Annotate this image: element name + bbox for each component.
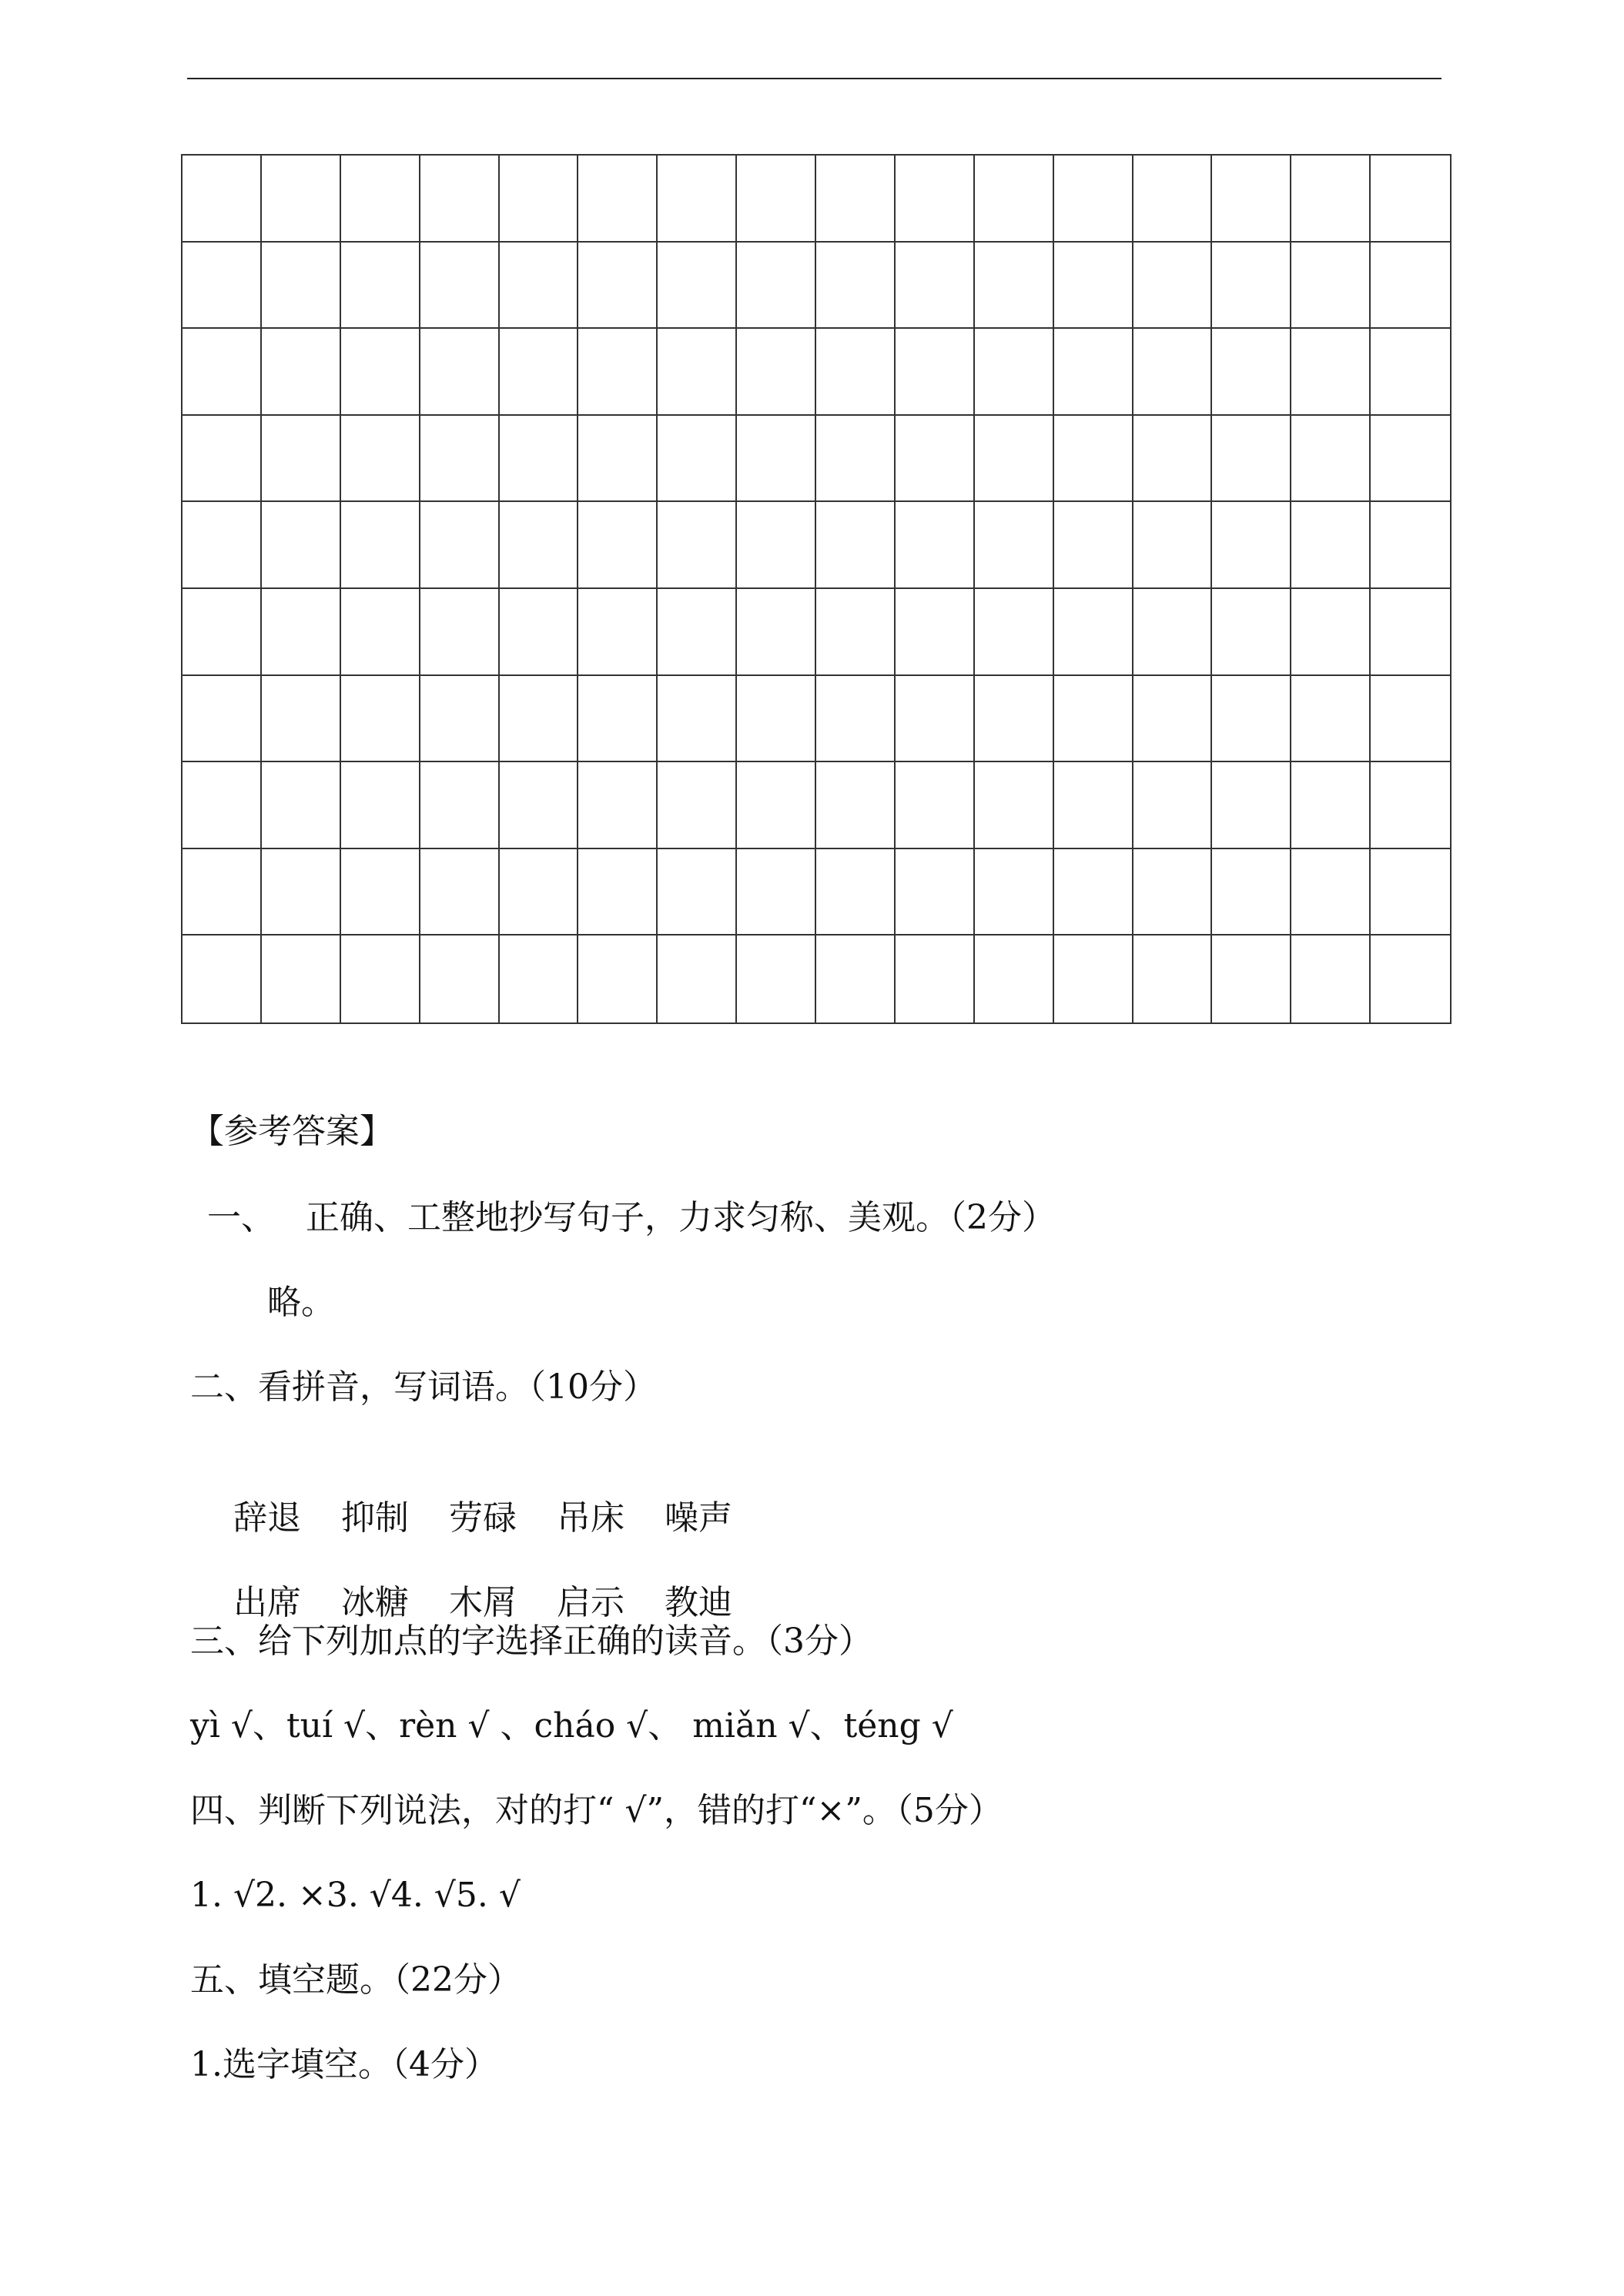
grid-cell xyxy=(816,676,896,763)
grid-cell xyxy=(1054,589,1133,676)
grid-cell xyxy=(420,502,500,589)
grid-cell xyxy=(578,589,658,676)
grid-cell xyxy=(420,416,500,503)
grid-cell xyxy=(1291,762,1371,849)
grid-cell xyxy=(578,849,658,936)
grid-cell xyxy=(578,676,658,763)
grid-cell xyxy=(262,762,341,849)
grid-cell xyxy=(816,243,896,330)
word: 冰糖 xyxy=(340,1583,409,1622)
grid-cell xyxy=(420,156,500,243)
grid-cell xyxy=(896,935,975,1022)
grid-cell xyxy=(1291,589,1371,676)
word: 噪声 xyxy=(664,1498,732,1538)
grid-cell xyxy=(658,935,737,1022)
grid-cell xyxy=(816,156,896,243)
grid-cell xyxy=(816,935,896,1022)
grid-cell xyxy=(658,849,737,936)
grid-cell xyxy=(737,329,816,416)
grid-cell xyxy=(896,329,975,416)
grid-cell xyxy=(262,676,341,763)
grid-cell xyxy=(262,935,341,1022)
section-4-answer: 1. √2. ×3. √4. √5. √ xyxy=(190,1876,521,1915)
grid-cell xyxy=(182,676,262,763)
word: 辞退 xyxy=(233,1498,301,1538)
section-1-answer: 略。 xyxy=(267,1283,335,1322)
grid-cell xyxy=(500,589,579,676)
grid-cell xyxy=(578,762,658,849)
grid-cell xyxy=(182,849,262,936)
grid-cell xyxy=(1054,329,1133,416)
grid-cell xyxy=(420,589,500,676)
grid-cell xyxy=(500,416,579,503)
grid-cell xyxy=(1212,589,1291,676)
grid-cell xyxy=(1054,676,1133,763)
grid-cell xyxy=(1133,156,1213,243)
header-rule xyxy=(187,78,1442,79)
grid-cell xyxy=(1212,416,1291,503)
word: 出席 xyxy=(233,1583,301,1622)
grid-cell xyxy=(1054,849,1133,936)
grid-cell xyxy=(1133,329,1213,416)
grid-cell xyxy=(1212,329,1291,416)
grid-cell xyxy=(341,243,420,330)
grid-cell xyxy=(1291,156,1371,243)
grid-cell xyxy=(341,676,420,763)
grid-cell xyxy=(737,156,816,243)
grid-cell xyxy=(182,416,262,503)
grid-cell xyxy=(1371,156,1450,243)
grid-cell xyxy=(816,762,896,849)
grid-cell xyxy=(500,935,579,1022)
grid-cell xyxy=(500,676,579,763)
answer-title: 【参考答案】 xyxy=(190,1112,393,1151)
grid-cell xyxy=(737,502,816,589)
grid-cell xyxy=(182,502,262,589)
grid-cell xyxy=(341,416,420,503)
grid-cell xyxy=(262,849,341,936)
grid-cell xyxy=(658,676,737,763)
grid-cell xyxy=(1291,243,1371,330)
grid-cell xyxy=(896,156,975,243)
grid-cell xyxy=(1371,589,1450,676)
grid-cell xyxy=(658,329,737,416)
grid-cell xyxy=(737,762,816,849)
section-4-title: 四、判断下列说法，对的打“ √”，错的打“×”。（5分） xyxy=(190,1791,1003,1830)
section-5-title: 五、填空题。（22分） xyxy=(190,1960,521,2000)
grid-cell xyxy=(737,589,816,676)
grid-cell xyxy=(1291,935,1371,1022)
grid-cell xyxy=(1133,243,1213,330)
grid-cell xyxy=(500,329,579,416)
grid-cell xyxy=(1212,935,1291,1022)
grid-cell xyxy=(737,676,816,763)
grid-cell xyxy=(420,329,500,416)
grid-cell xyxy=(896,416,975,503)
grid-cell xyxy=(975,502,1054,589)
grid-cell xyxy=(500,243,579,330)
grid-cell xyxy=(658,502,737,589)
grid-cell xyxy=(975,416,1054,503)
grid-cell xyxy=(896,762,975,849)
grid-cell xyxy=(1371,849,1450,936)
grid-cell xyxy=(896,243,975,330)
grid-cell xyxy=(1133,762,1213,849)
grid-cell xyxy=(578,935,658,1022)
grid-cell xyxy=(1054,502,1133,589)
grid-cell xyxy=(975,156,1054,243)
grid-cell xyxy=(182,762,262,849)
grid-cell xyxy=(896,502,975,589)
grid-cell xyxy=(658,589,737,676)
grid-cell xyxy=(262,243,341,330)
grid-cell xyxy=(975,329,1054,416)
grid-cell xyxy=(500,502,579,589)
grid-cell xyxy=(1133,935,1213,1022)
grid-cell xyxy=(1212,502,1291,589)
grid-cell xyxy=(262,329,341,416)
grid-cell xyxy=(1291,416,1371,503)
grid-cell xyxy=(1133,849,1213,936)
grid-cell xyxy=(975,589,1054,676)
grid-cell xyxy=(182,243,262,330)
grid-cell xyxy=(1054,156,1133,243)
grid-cell xyxy=(1133,416,1213,503)
grid-cell xyxy=(1212,849,1291,936)
grid-cell xyxy=(341,502,420,589)
grid-cell xyxy=(975,676,1054,763)
grid-cell xyxy=(1291,849,1371,936)
grid-cell xyxy=(420,849,500,936)
grid-cell xyxy=(500,762,579,849)
grid-cell xyxy=(420,243,500,330)
grid-cell xyxy=(1133,676,1213,763)
word: 启示 xyxy=(556,1583,624,1622)
section-1-title: 正确、工整地抄写句子，力求匀称、美观。（2分） xyxy=(306,1198,1056,1237)
grid-cell xyxy=(262,156,341,243)
word: 吊床 xyxy=(556,1498,624,1538)
section-5-subtitle: 1.选字填空。（4分） xyxy=(190,2045,498,2084)
grid-cell xyxy=(262,589,341,676)
section-3-title: 三、给下列加点的字选择正确的读音。（3分） xyxy=(190,1622,872,1661)
grid-cell xyxy=(1371,243,1450,330)
grid-cell xyxy=(1371,676,1450,763)
grid-cell xyxy=(341,849,420,936)
grid-cell xyxy=(737,416,816,503)
grid-cell xyxy=(182,589,262,676)
grid-cell xyxy=(1054,762,1133,849)
grid-cell xyxy=(975,243,1054,330)
grid-cell xyxy=(1133,589,1213,676)
grid-cell xyxy=(1371,502,1450,589)
section-1-number: 一、 xyxy=(207,1198,275,1237)
grid-cell xyxy=(816,416,896,503)
word: 劳碌 xyxy=(448,1498,517,1538)
grid-cell xyxy=(341,589,420,676)
grid-cell xyxy=(816,849,896,936)
grid-cell xyxy=(182,156,262,243)
grid-cell xyxy=(1291,676,1371,763)
grid-cell xyxy=(737,243,816,330)
grid-cell xyxy=(578,243,658,330)
grid-cell xyxy=(500,849,579,936)
grid-cell xyxy=(341,156,420,243)
grid-cell xyxy=(1212,762,1291,849)
grid-cell xyxy=(262,416,341,503)
grid-cell xyxy=(658,243,737,330)
grid-cell xyxy=(816,589,896,676)
grid-cell xyxy=(420,762,500,849)
grid-cell xyxy=(1291,329,1371,416)
grid-cell xyxy=(975,849,1054,936)
grid-cell xyxy=(1054,416,1133,503)
grid-cell xyxy=(737,935,816,1022)
grid-cell xyxy=(1212,676,1291,763)
grid-cell xyxy=(1371,416,1450,503)
grid-cell xyxy=(182,329,262,416)
grid-cell xyxy=(737,849,816,936)
word: 抑制 xyxy=(340,1498,409,1538)
word: 木屑 xyxy=(448,1583,517,1622)
grid-cell xyxy=(975,935,1054,1022)
grid-cell xyxy=(1371,762,1450,849)
grid-cell xyxy=(816,329,896,416)
grid-cell xyxy=(1371,935,1450,1022)
grid-cell xyxy=(262,502,341,589)
grid-cell xyxy=(1212,243,1291,330)
grid-cell xyxy=(896,589,975,676)
grid-cell xyxy=(341,329,420,416)
section-2-title: 二、看拼音，写词语。（10分） xyxy=(190,1367,657,1407)
grid-cell xyxy=(658,416,737,503)
grid-cell xyxy=(658,762,737,849)
grid-cell xyxy=(1054,935,1133,1022)
grid-cell xyxy=(182,935,262,1022)
grid-cell xyxy=(816,502,896,589)
grid-cell xyxy=(341,762,420,849)
grid-cell xyxy=(975,762,1054,849)
grid-cell xyxy=(341,935,420,1022)
grid-cell xyxy=(420,676,500,763)
grid-cell xyxy=(1212,156,1291,243)
section-3-answer: yì √、tuí √、rèn √ 、cháo √、 miǎn √、téng √ xyxy=(190,1706,953,1745)
grid-cell xyxy=(1371,329,1450,416)
grid-cell xyxy=(578,156,658,243)
grid-cell xyxy=(896,676,975,763)
grid-cell xyxy=(1054,243,1133,330)
grid-cell xyxy=(420,935,500,1022)
grid-cell xyxy=(578,416,658,503)
writing-grid xyxy=(181,154,1452,1024)
grid-cell xyxy=(896,849,975,936)
grid-cell xyxy=(658,156,737,243)
grid-cell xyxy=(1291,502,1371,589)
grid-cell xyxy=(578,502,658,589)
grid-cell xyxy=(500,156,579,243)
grid-cell xyxy=(1133,502,1213,589)
word: 教迪 xyxy=(664,1583,732,1622)
grid-cell xyxy=(578,329,658,416)
